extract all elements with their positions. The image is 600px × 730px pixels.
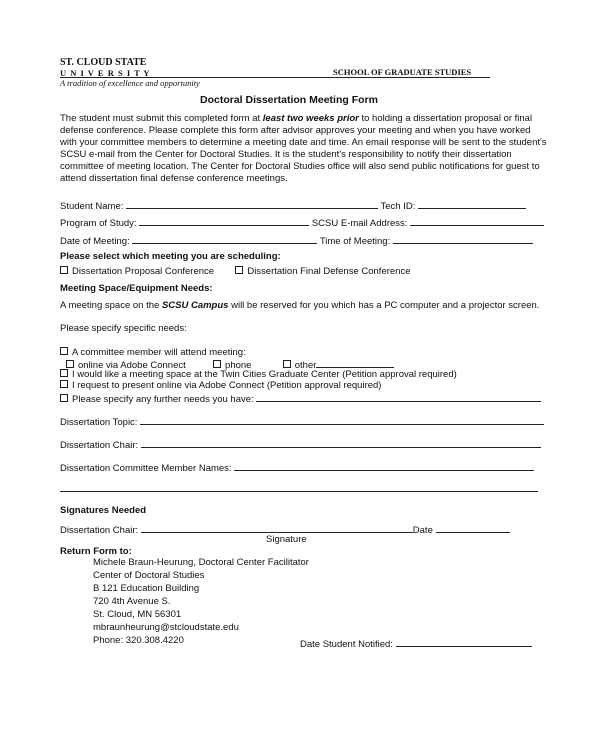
- schedule-options: [60, 266, 411, 277]
- return-heading: Return Form to:: [60, 546, 132, 557]
- online-label: online via Adobe Connect: [78, 360, 186, 371]
- facilitator-name: Michele Braun-Heurung, Doctoral Center Facilitator: [93, 557, 309, 568]
- members-row: [60, 460, 534, 474]
- campus-emphasis: SCSU Campus: [161, 300, 229, 311]
- space-heading: Meeting Space/Equipment Needs:: [60, 283, 213, 294]
- date-field[interactable]: [132, 233, 317, 244]
- members-label: Dissertation Committee Member Names:: [60, 463, 232, 474]
- program-row: [60, 215, 544, 229]
- topic-field[interactable]: [140, 414, 544, 425]
- specify-needs-label: Please specify specific needs:: [60, 323, 187, 334]
- sig-chair-field[interactable]: [141, 522, 413, 533]
- twin-cities-option: [60, 369, 457, 380]
- further-needs-field[interactable]: [256, 391, 541, 402]
- proposal-label: Dissertation Proposal Conference: [72, 266, 215, 277]
- online-checkbox[interactable]: [66, 360, 74, 368]
- tech-id-label: Tech ID:: [380, 201, 416, 212]
- email-label: SCSU E-mail Address:: [311, 218, 408, 229]
- other-field[interactable]: [316, 357, 394, 368]
- sig-date-field[interactable]: [436, 522, 510, 533]
- defense-label: Dissertation Final Defense Conference: [247, 266, 411, 277]
- defense-checkbox[interactable]: [235, 266, 243, 274]
- notified-field[interactable]: [396, 636, 532, 647]
- twin-cities-label: I would like a meeting space at the Twin Cities Graduate Center (Petition approval required): [72, 369, 457, 380]
- present-online-option: [60, 380, 381, 391]
- topic-label: Dissertation Topic:: [60, 417, 138, 428]
- present-online-checkbox[interactable]: [60, 380, 68, 388]
- further-needs-option: [60, 391, 541, 405]
- student-name-row: [60, 198, 526, 212]
- date-label: Date of Meeting:: [60, 236, 130, 247]
- email-field[interactable]: [410, 215, 544, 226]
- school-name: ST. CLOUD STATE: [60, 57, 147, 68]
- student-name-field[interactable]: [126, 198, 378, 209]
- topic-row: [60, 414, 544, 428]
- date-row: [60, 233, 533, 247]
- center-name: Center of Doctoral Studies: [93, 570, 205, 581]
- time-label: Time of Meeting:: [319, 236, 391, 247]
- tagline: A tradition of excellence and opportunity: [60, 78, 200, 88]
- twin-cities-checkbox[interactable]: [60, 369, 68, 377]
- city: St. Cloud, MN 56301: [93, 609, 182, 620]
- phone-label: phone: [225, 360, 252, 371]
- sig-chair-label: Dissertation Chair:: [60, 525, 139, 536]
- sig-date-label: Date: [412, 525, 433, 536]
- committee-label: A committee member will attend meeting:: [72, 347, 246, 358]
- page-title: Doctoral Dissertation Meeting Form: [200, 94, 378, 106]
- time-field[interactable]: [393, 233, 533, 244]
- intro-emphasis: least two weeks prior: [262, 113, 359, 124]
- signatures-heading: Signatures Needed: [60, 505, 147, 516]
- schedule-heading: Please select which meeting you are scheduling:: [60, 251, 281, 262]
- room: B 121 Education Building: [93, 583, 200, 594]
- present-online-label: I request to present online via Adobe Connect (Petition approval required): [72, 380, 382, 391]
- student-name-label: Student Name:: [60, 201, 124, 212]
- members-field[interactable]: [234, 460, 534, 471]
- intro-paragraph: The student must submit this completed form at least two weeks prior to holding a dissertation proposal or final defense conference. Please complete this form after advisor approves your meeting and when you have worked with your committee members to determine a meeting date and time. An email response will be sent to the student's SCSU e-mail from the Center for Doctoral Studies. It is the student's responsibility to notify their dissertation committee of meeting location. The Center for Doctoral Studies office will also send public notifications for guest to attend dissertation final defense conference meetings.: [60, 113, 547, 184]
- program-field[interactable]: [139, 215, 309, 226]
- program-label: Program of Study:: [60, 218, 137, 229]
- other-label: other: [294, 360, 317, 371]
- notified-row: [300, 636, 532, 650]
- further-needs-label: Please specify any further needs you have:: [72, 394, 254, 405]
- other-checkbox[interactable]: [283, 360, 291, 368]
- phone-checkbox[interactable]: [213, 360, 221, 368]
- proposal-checkbox[interactable]: [60, 266, 68, 274]
- university-name: U N I V E R S I T Y: [60, 68, 151, 78]
- contact-email[interactable]: mbraunheurung@stcloudstate.edu: [93, 622, 239, 633]
- return-address: [93, 557, 309, 647]
- further-needs-checkbox[interactable]: [60, 394, 68, 402]
- tech-id-field[interactable]: [418, 198, 526, 209]
- members-field-2[interactable]: [60, 491, 538, 492]
- contact-phone: Phone: 320.308.4220: [93, 635, 184, 646]
- notified-label: Date Student Notified:: [300, 639, 393, 650]
- chair-label: Dissertation Chair:: [60, 440, 139, 451]
- committee-checkbox[interactable]: [60, 347, 68, 355]
- chair-row: [60, 437, 541, 451]
- street: 720 4th Avenue S.: [93, 596, 171, 607]
- signature-caption: Signature: [266, 534, 307, 545]
- department-name: SCHOOL OF GRADUATE STUDIES: [333, 67, 472, 77]
- space-text: A meeting space on the SCSU Campus will be reserved for you which has a PC computer and a projector screen.: [60, 300, 540, 311]
- chair-field[interactable]: [141, 437, 541, 448]
